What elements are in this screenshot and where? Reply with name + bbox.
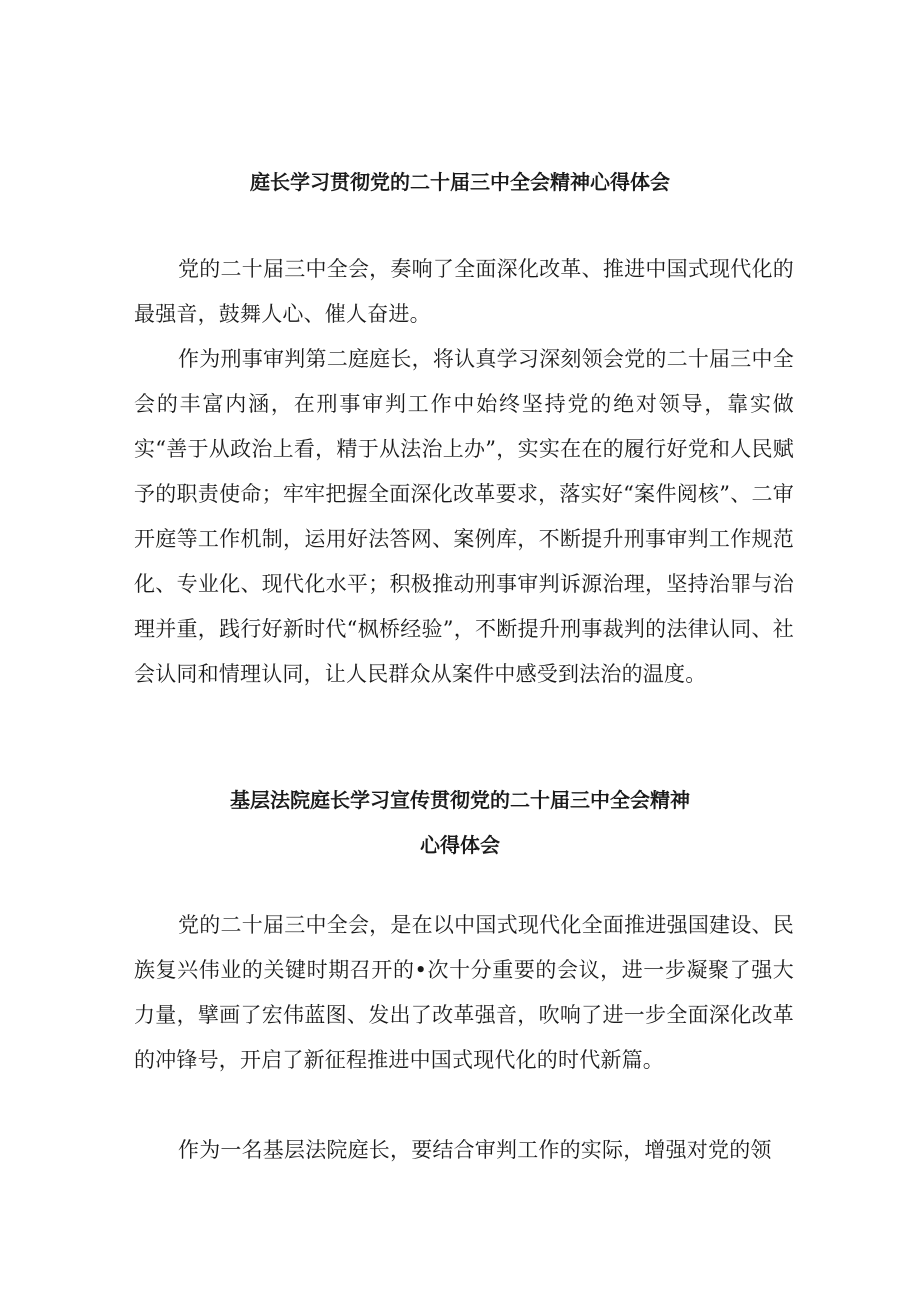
section1-paragraph-1: 党的二十届三中全会，奏响了全面深化改革、推进中国式现代化的最强音，鼓舞人心、催人奋进。 [134, 257, 794, 326]
section1-title: 庭长学习贯彻党的二十届三中全会精神心得体会 [250, 170, 670, 194]
section2-title [130, 778, 790, 868]
section2-title-line2: 心得体会 [420, 833, 500, 857]
section2-paragraph-2: 作为一名基层法院庭长，要结合审判工作的实际，增强对党的领 [178, 1138, 772, 1162]
section2-title-line1: 基层法院庭长学习宣传贯彻党的二十届三中全会精神 [230, 788, 690, 812]
section2-paragraph-1: 党的二十届三中全会，是在以中国式现代化全面推进强国建设、民族复兴伟业的关键时期召开的•次十分重要的会议，进一步凝聚了强大力量，擘画了宏伟蓝图、发出了改革强音，吹响了进一步全面深化改革的冲锋号，开启了新征程推进中国式现代化的时代新篇。 [134, 913, 794, 1072]
section1-paragraph-2: 作为刑事审判第二庭庭长，将认真学习深刻领会党的二十届三中全会的丰富内涵，在刑事审判工作中始终坚持党的绝对领导，靠实做实“善于从政治上看，精于从法治上办”，实实在在的履行好党和人民赋予的职责使命；牢牢把握全面深化改革要求，落实好“案件阅核”、二审开庭等工作机制，运用好法答网、案例库，不断提升刑事审判工作规范化、专业化、现代化水平；积极推动刑事审判诉源治理，坚持治罪与治理并重，践行好新时代“枫桥经验”，不断提升刑事裁判的法律认同、社会认同和情理认同，让人民群众从案件中感受到法治的温度。 [134, 347, 794, 686]
